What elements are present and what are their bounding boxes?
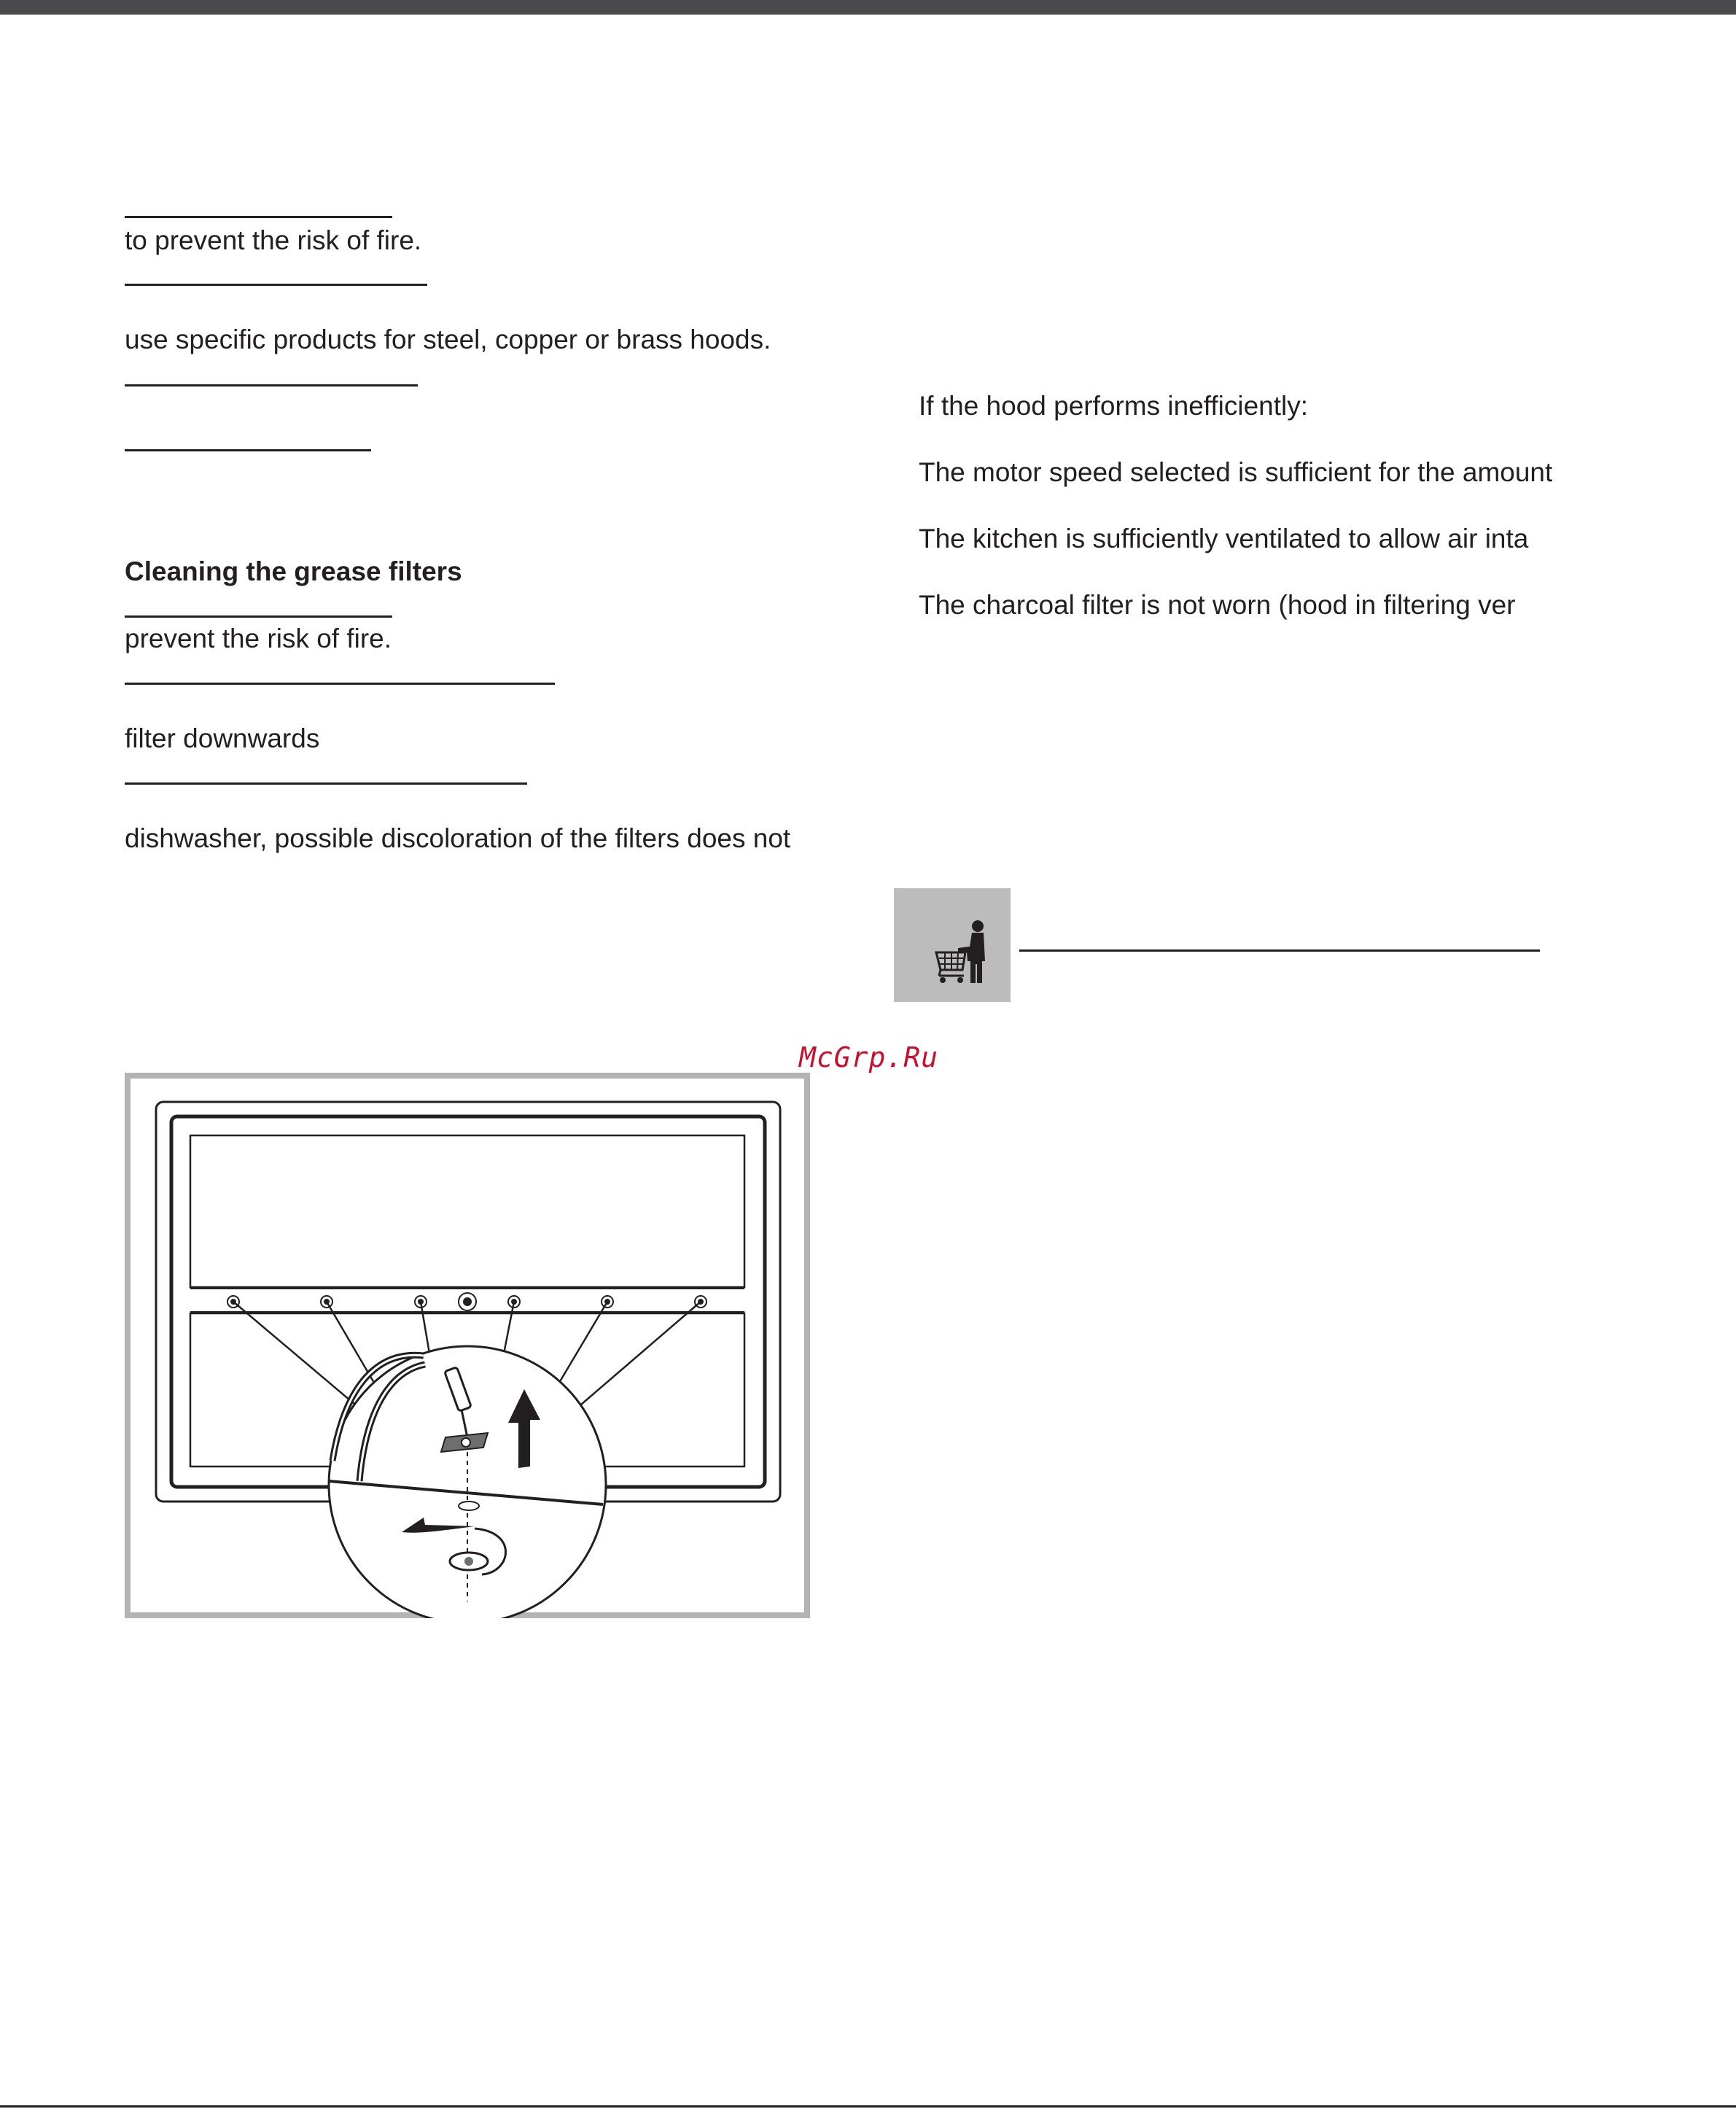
watermark: McGrp.Ru [799,1041,939,1073]
check-motor-speed: The motor speed selected is sufficient for the amount [919,457,1553,487]
heading-rule [125,384,418,387]
heading-rule [125,284,427,286]
heading-rule [125,615,392,618]
grease-filters-heading: Cleaning the grease filters [125,556,462,586]
disposal-heading-rule [1019,949,1540,952]
check-charcoal-filter: The charcoal filter is not worn (hood in filtering ver [919,590,1516,620]
heading-rule [125,449,371,451]
troubleshoot-intro: If the hood performs inefficiently: [919,391,1309,421]
heading-rule [125,683,555,685]
dishwasher-text: dishwasher, possible discoloration of the filters does not [125,823,791,853]
fire-risk-text: to prevent the risk of fire. [125,225,422,255]
check-ventilation: The kitchen is sufficiently ventilated to allow air inta [919,524,1529,553]
shopping-cart-disposal-icon [894,888,1011,1002]
specific-products-text: use specific products for steel, copper or brass hoods. [125,325,771,354]
fire-risk-text-2: prevent the risk of fire. [125,624,392,653]
heading-rule [125,782,527,785]
bottom-rule [0,2105,1736,2108]
filter-downwards-text: filter downwards [125,723,320,753]
grease-filter-removal-diagram [125,1073,810,1618]
heading-rule [125,216,392,218]
top-bar [0,0,1736,15]
